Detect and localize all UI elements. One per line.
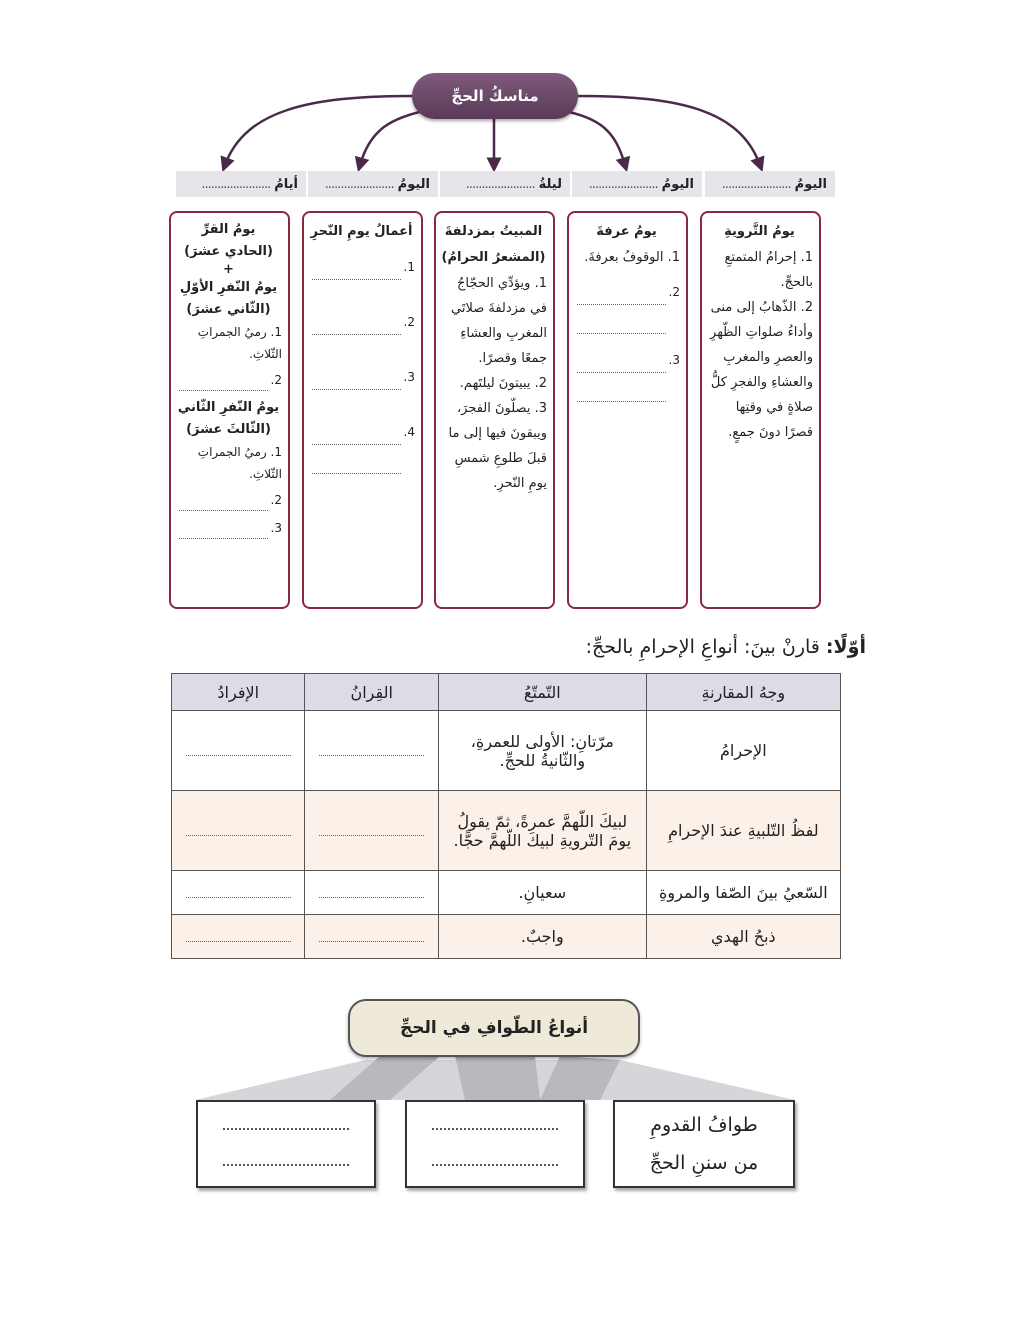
blank-line[interactable]: [308, 365, 415, 390]
tawaf-name: طوافُ القدومِ: [650, 1114, 758, 1136]
tamattu-cell: [438, 711, 646, 791]
tawaf-box-2[interactable]: [405, 1100, 585, 1188]
label-prefix: أيامُ: [274, 176, 298, 192]
ifrad-cell[interactable]: [172, 915, 305, 959]
label-blank: ......................: [465, 176, 535, 192]
table-row: [172, 915, 841, 959]
table-row: [172, 871, 841, 915]
item-number: 1.: [403, 260, 415, 274]
arrow-1: [578, 96, 760, 165]
column-header: القِرانُ: [305, 674, 438, 711]
ifrad-cell[interactable]: [172, 711, 305, 791]
label-box-2[interactable]: [572, 171, 702, 197]
card-heading: يومُ النّفرِ الثّاني: [177, 400, 280, 415]
cell-line: لبيكَ اللّهمَّ عمرةً، ثمّ يقولُ: [457, 811, 628, 831]
table-header-row: [172, 674, 841, 711]
card-item: 3. يصلّونَ الفجرَ، ويبقونَ فيها إلى ما قبلَ طلوعِ شمسِ يومِ النّحرِ.: [448, 401, 547, 491]
aspect-cell: لفظُ التّلبيةِ عندَ الإحرامِ: [646, 791, 840, 871]
card-heading: يومُ التَّرويةِ: [724, 224, 795, 239]
label-prefix: اليومُ: [794, 176, 827, 192]
item-number: 3.: [668, 353, 680, 367]
ifrad-cell[interactable]: [172, 791, 305, 871]
card-heading: المبيتُ بمزدلفةَ: [444, 224, 543, 239]
cell-line: والثّانيةُ للحجِّ.: [499, 750, 586, 770]
blank-line[interactable]: [308, 255, 415, 280]
arrow-4: [360, 110, 428, 165]
label-prefix: اليومُ: [661, 176, 694, 192]
comparison-table: [171, 673, 841, 959]
label-blank: ......................: [201, 176, 271, 192]
card-item: 1. إحرامُ المتمتعِ بالحجِّ.: [724, 250, 813, 290]
card-heading: يومُ النّفرِ الأوّلِ: [179, 280, 278, 295]
label-prefix: ليلةُ: [538, 176, 562, 192]
card-subheading: (المشعرُ الحرامُ): [441, 250, 546, 265]
aspect-cell: الإحرامُ: [646, 711, 840, 791]
tamattu-cell: [438, 871, 646, 915]
item-number: 4.: [403, 425, 415, 439]
blank-line[interactable]: [175, 489, 282, 511]
funnel-middle: [455, 1056, 540, 1100]
plus-sign: +: [223, 262, 234, 277]
card-tashreeq: [169, 211, 290, 609]
heading-number: أوّلًا:: [825, 636, 866, 658]
blank-line[interactable]: [308, 459, 415, 474]
tamattu-cell: [438, 791, 646, 871]
qiran-cell[interactable]: [305, 711, 438, 791]
card-tarwiyah: [700, 211, 821, 609]
blank-line[interactable]: [573, 348, 680, 373]
arrow-2: [560, 110, 625, 165]
card-item: 1. رميُ الجمراتِ الثّلاثِ.: [197, 445, 282, 481]
card-muzdalifah: [434, 211, 555, 609]
item-number: 3.: [270, 521, 282, 535]
arrow-5: [225, 96, 412, 165]
label-blank: ......................: [324, 176, 394, 192]
blank-line[interactable]: [175, 517, 282, 539]
ifrad-cell[interactable]: [172, 871, 305, 915]
card-heading: يومُ القرِّ: [201, 222, 256, 237]
tamattu-cell: [438, 915, 646, 959]
item-number: 2.: [270, 493, 282, 507]
table-row: [172, 711, 841, 791]
hajj-rites-title: مناسكُ الحجِّ: [412, 73, 578, 119]
tawaf-box-3[interactable]: [196, 1100, 376, 1188]
label-box-3[interactable]: [440, 171, 570, 197]
label-blank: ......................: [721, 176, 791, 192]
blank-line[interactable]: [573, 387, 680, 402]
label-blank: ......................: [588, 176, 658, 192]
item-number: 2.: [403, 315, 415, 329]
tawaf-box-1: [613, 1100, 795, 1188]
cell-line: يومَ التّرويةِ لبيكَ اللّهمَّ حجًّا.: [453, 830, 632, 850]
item-number: 3.: [403, 370, 415, 384]
card-item: 1. الوقوفُ بعرفةَ.: [584, 250, 680, 265]
blank-line[interactable]: [308, 420, 415, 445]
card-heading: أعمالُ يومِ النّحرِ: [310, 224, 413, 239]
card-subheading: (الثّاني عشرَ): [186, 302, 271, 317]
heading-text: قارنْ بينَ: أنواعِ الإحرامِ بالحجِّ:: [585, 636, 820, 658]
aspect-cell: السّعيُ بينَ الصّفا والمروةِ: [646, 871, 840, 915]
card-heading: يومُ عرفةَ: [596, 224, 657, 239]
item-number: 2.: [668, 285, 680, 299]
label-box-5[interactable]: [176, 171, 306, 197]
qiran-cell[interactable]: [305, 791, 438, 871]
blank-line[interactable]: [573, 319, 680, 334]
label-box-4[interactable]: [308, 171, 438, 197]
aspect-cell: ذبحُ الهدي: [646, 915, 840, 959]
cell-line: سعيانِ.: [518, 883, 567, 902]
tawaf-ruling: من سننِ الحجِّ: [649, 1152, 759, 1174]
card-item: 1. رميُ الجمراتِ الثّلاثِ.: [197, 325, 282, 361]
qiran-cell[interactable]: [305, 871, 438, 915]
column-header: وجهُ المقارنةِ: [646, 674, 840, 711]
label-box-1[interactable]: [705, 171, 835, 197]
card-arafah: [567, 211, 688, 609]
table-row: [172, 791, 841, 871]
cell-line: مرّتانِ: الأولى للعمرةِ،: [470, 731, 614, 751]
blank-line[interactable]: [573, 280, 680, 305]
card-subheading: (الحادي عشرَ): [184, 244, 273, 259]
label-prefix: اليومُ: [397, 176, 430, 192]
card-nahr: [302, 211, 423, 609]
column-header: الإفرادُ: [172, 674, 305, 711]
tawaf-types-title: أنواعُ الطّوافِ في الحجِّ: [348, 999, 640, 1057]
blank-line[interactable]: [175, 369, 282, 391]
card-item: 2. الذّهابُ إلى منى وأداءُ صلواتِ الظّهرِ والعصرِ والمغربِ والعشاءِ والفجرِ كلُّ صلاةٍ في وقتِها قصرًا دونَ جمعٍ.: [710, 300, 813, 440]
column-header: التّمتّعُ: [438, 674, 646, 711]
card-item: 2. يبيتونَ ليلتَهم.: [459, 376, 547, 391]
cell-line: واجبٌ.: [520, 927, 564, 946]
section-heading: [560, 636, 866, 658]
blank-line[interactable]: [308, 310, 415, 335]
card-subheading: (الثّالثَ عشرَ): [186, 422, 271, 437]
qiran-cell[interactable]: [305, 915, 438, 959]
card-item: 1. ويؤدِّي الحجّاجُ في مزدلفةَ صلاتَي المغربِ والعشاءِ جمعًا وقصرًا.: [451, 276, 547, 366]
item-number: 2.: [270, 373, 282, 387]
